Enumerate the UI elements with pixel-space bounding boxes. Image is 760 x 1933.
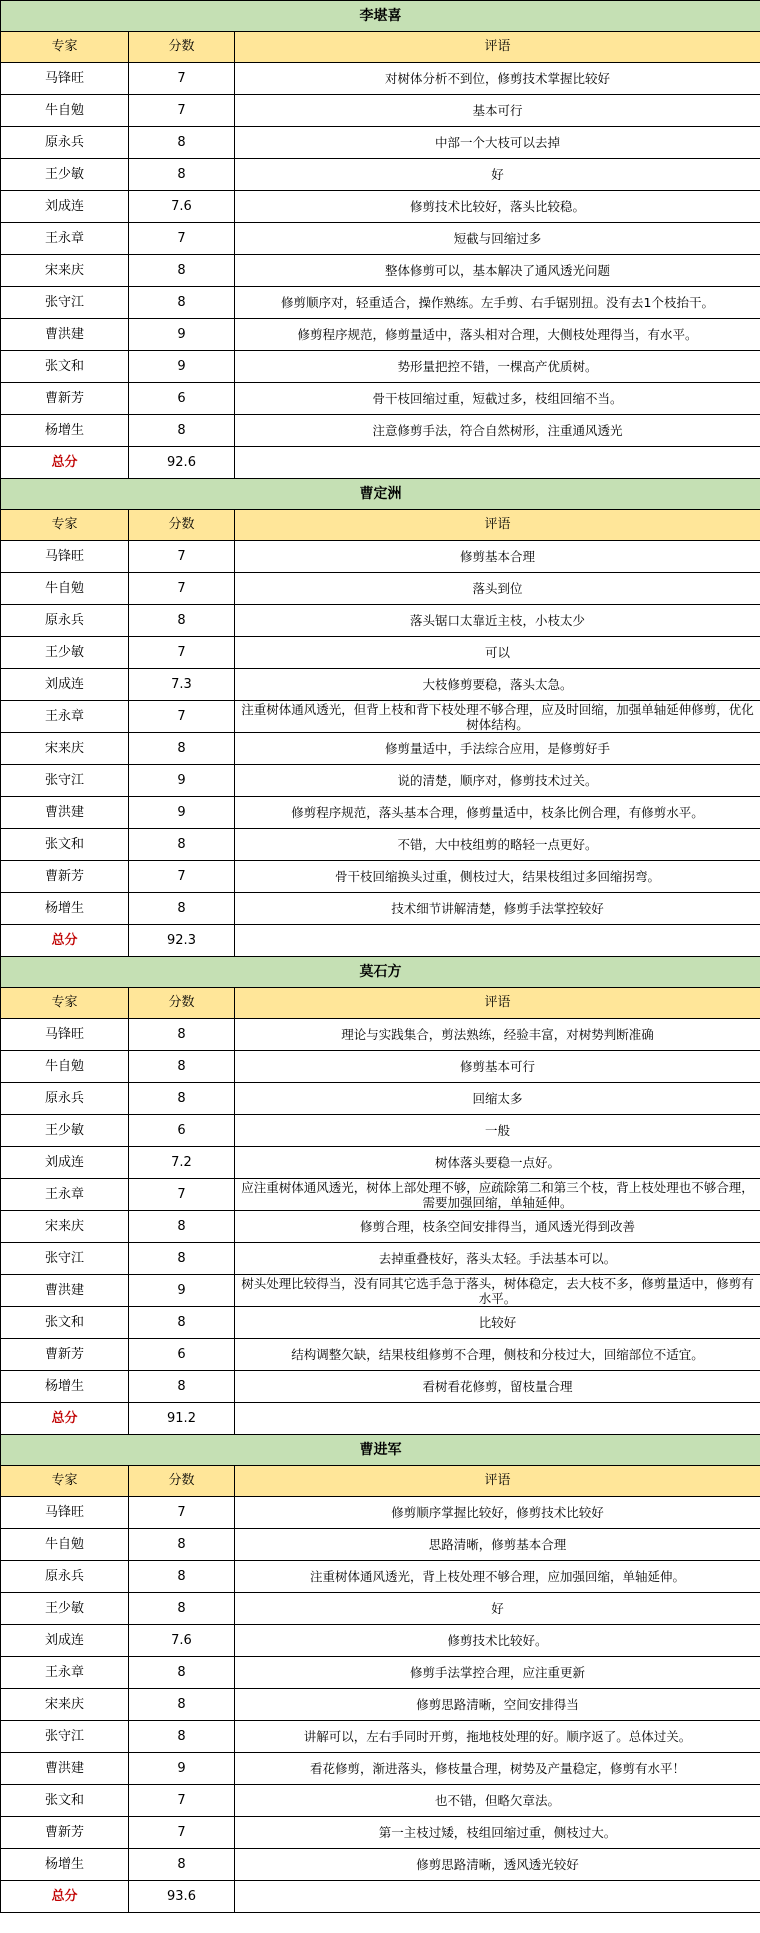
table-row <box>1 1817 760 1849</box>
score-cell: 8 <box>129 1243 235 1275</box>
comment-cell: 可以 <box>235 637 760 669</box>
expert-name: 宋来庆 <box>1 1689 129 1721</box>
score-cell: 8 <box>129 1561 235 1593</box>
header-comment: 评语 <box>235 988 760 1019</box>
comment-cell: 修剪量适中，手法综合应用，是修剪好手 <box>235 733 760 765</box>
table-row <box>1 1371 760 1403</box>
score-cell: 7 <box>129 1179 235 1211</box>
score-cell: 7 <box>129 1497 235 1529</box>
score-cell: 8 <box>129 1307 235 1339</box>
table-row <box>1 1625 760 1657</box>
score-cell: 8 <box>129 1051 235 1083</box>
table-row <box>1 159 760 191</box>
table-row <box>1 1275 760 1307</box>
score-cell: 8 <box>129 127 235 159</box>
score-cell: 9 <box>129 1753 235 1785</box>
score-cell: 7 <box>129 95 235 127</box>
table-row <box>1 1593 760 1625</box>
expert-name: 王少敏 <box>1 159 129 191</box>
expert-name: 曹洪建 <box>1 1275 129 1307</box>
table-row <box>1 1211 760 1243</box>
score-cell: 8 <box>129 1593 235 1625</box>
comment-cell: 第一主枝过矮，枝组回缩过重，侧枝过大。 <box>235 1817 760 1849</box>
table-row <box>1 223 760 255</box>
comment-cell: 好 <box>235 1593 760 1625</box>
table-row <box>1 255 760 287</box>
table-row <box>1 605 760 637</box>
comment-cell: 修剪基本可行 <box>235 1051 760 1083</box>
scoring-table-body <box>1 1 760 1913</box>
comment-cell: 好 <box>235 159 760 191</box>
expert-name: 王永章 <box>1 1657 129 1689</box>
expert-name: 王永章 <box>1 701 129 733</box>
table-row <box>1 1657 760 1689</box>
header-expert: 专家 <box>1 1466 129 1497</box>
header-row <box>1 988 760 1019</box>
total-empty-cell <box>235 1403 760 1435</box>
expert-name: 张文和 <box>1 351 129 383</box>
table-row <box>1 733 760 765</box>
header-score: 分数 <box>129 510 235 541</box>
table-row <box>1 1689 760 1721</box>
expert-name: 王少敏 <box>1 1593 129 1625</box>
comment-cell: 也不错，但略欠章法。 <box>235 1785 760 1817</box>
section-title-row <box>1 1435 760 1466</box>
total-score: 91.2 <box>129 1403 235 1435</box>
score-cell: 9 <box>129 351 235 383</box>
expert-name: 杨增生 <box>1 893 129 925</box>
header-score: 分数 <box>129 32 235 63</box>
expert-name: 张守江 <box>1 287 129 319</box>
score-cell: 7 <box>129 637 235 669</box>
comment-cell: 修剪手法掌控合理，应注重更新 <box>235 1657 760 1689</box>
table-row <box>1 1051 760 1083</box>
score-cell: 8 <box>129 255 235 287</box>
score-cell: 9 <box>129 1275 235 1307</box>
comment-cell: 树体落头要稳一点好。 <box>235 1147 760 1179</box>
header-row <box>1 1466 760 1497</box>
comment-cell: 注意修剪手法，符合自然树形，注重通风透光 <box>235 415 760 447</box>
total-label: 总分 <box>1 447 129 479</box>
total-empty-cell <box>235 1881 760 1913</box>
table-row <box>1 383 760 415</box>
score-cell: 6 <box>129 1339 235 1371</box>
expert-name: 刘成连 <box>1 191 129 223</box>
total-row <box>1 925 760 957</box>
table-row <box>1 1019 760 1051</box>
comment-cell: 说的清楚，顺序对，修剪技术过关。 <box>235 765 760 797</box>
table-row <box>1 1147 760 1179</box>
score-cell: 7.3 <box>129 669 235 701</box>
score-cell: 8 <box>129 1083 235 1115</box>
score-cell: 8 <box>129 415 235 447</box>
table-row <box>1 1529 760 1561</box>
expert-name: 宋来庆 <box>1 255 129 287</box>
expert-name: 曹洪建 <box>1 319 129 351</box>
score-cell: 8 <box>129 829 235 861</box>
total-score: 93.6 <box>129 1881 235 1913</box>
score-cell: 8 <box>129 1721 235 1753</box>
expert-name: 杨增生 <box>1 1849 129 1881</box>
expert-name: 曹新芳 <box>1 383 129 415</box>
table-row <box>1 191 760 223</box>
table-row <box>1 1849 760 1881</box>
comment-cell: 势形量把控不错，一棵高产优质树。 <box>235 351 760 383</box>
table-row <box>1 1083 760 1115</box>
score-cell: 7 <box>129 541 235 573</box>
score-cell: 7.6 <box>129 191 235 223</box>
score-cell: 8 <box>129 1689 235 1721</box>
total-empty-cell <box>235 925 760 957</box>
table-row <box>1 1561 760 1593</box>
total-score: 92.6 <box>129 447 235 479</box>
comment-cell: 讲解可以，左右手同时开剪，拖地枝处理的好。顺序返了。总体过关。 <box>235 1721 760 1753</box>
expert-name: 马锋旺 <box>1 63 129 95</box>
expert-name: 杨增生 <box>1 1371 129 1403</box>
contestant-name: 曹定洲 <box>1 479 760 510</box>
header-expert: 专家 <box>1 988 129 1019</box>
comment-cell: 对树体分析不到位，修剪技术掌握比较好 <box>235 63 760 95</box>
total-empty-cell <box>235 447 760 479</box>
expert-name: 原永兵 <box>1 127 129 159</box>
expert-name: 宋来庆 <box>1 733 129 765</box>
comment-cell: 骨干枝回缩换头过重，侧枝过大，结果枝组过多回缩拐弯。 <box>235 861 760 893</box>
table-row <box>1 1497 760 1529</box>
table-row <box>1 829 760 861</box>
total-row <box>1 447 760 479</box>
score-cell: 7.6 <box>129 1625 235 1657</box>
comment-cell: 注重树体通风透光，背上枝处理不够合理，应加强回缩，单轴延伸。 <box>235 1561 760 1593</box>
expert-name: 宋来庆 <box>1 1211 129 1243</box>
comment-cell: 修剪思路清晰，透风透光较好 <box>235 1849 760 1881</box>
comment-cell: 思路清晰，修剪基本合理 <box>235 1529 760 1561</box>
comment-cell: 骨干枝回缩过重，短截过多，枝组回缩不当。 <box>235 383 760 415</box>
comment-cell: 修剪思路清晰，空间安排得当 <box>235 1689 760 1721</box>
total-row <box>1 1403 760 1435</box>
expert-name: 王永章 <box>1 1179 129 1211</box>
comment-cell: 修剪技术比较好，落头比较稳。 <box>235 191 760 223</box>
header-expert: 专家 <box>1 510 129 541</box>
table-row <box>1 63 760 95</box>
comment-cell: 结构调整欠缺，结果枝组修剪不合理，侧枝和分枝过大，回缩部位不适宜。 <box>235 1339 760 1371</box>
section-title-row <box>1 1 760 32</box>
expert-name: 张守江 <box>1 1243 129 1275</box>
comment-cell: 中部一个大枝可以去掉 <box>235 127 760 159</box>
table-row <box>1 1307 760 1339</box>
comment-cell: 修剪基本合理 <box>235 541 760 573</box>
table-row <box>1 861 760 893</box>
comment-cell: 落头锯口太靠近主枝，小枝太少 <box>235 605 760 637</box>
comment-cell: 比较好 <box>235 1307 760 1339</box>
table-row <box>1 1115 760 1147</box>
comment-cell: 整体修剪可以，基本解决了通风透光问题 <box>235 255 760 287</box>
table-row <box>1 765 760 797</box>
score-cell: 8 <box>129 1019 235 1051</box>
expert-name: 张守江 <box>1 1721 129 1753</box>
comment-cell: 注重树体通风透光，但背上枝和背下枝处理不够合理，应及时回缩，加强单轴延伸修剪，优化树体结构。 <box>235 701 760 733</box>
comment-cell: 去掉重叠枝好，落头太轻。手法基本可以。 <box>235 1243 760 1275</box>
table-row <box>1 701 760 733</box>
header-comment: 评语 <box>235 1466 760 1497</box>
expert-name: 张文和 <box>1 1785 129 1817</box>
comment-cell: 理论与实践集合，剪法熟练，经验丰富，对树势判断准确 <box>235 1019 760 1051</box>
score-cell: 7 <box>129 223 235 255</box>
header-comment: 评语 <box>235 510 760 541</box>
table-row <box>1 893 760 925</box>
header-score: 分数 <box>129 988 235 1019</box>
total-label: 总分 <box>1 1881 129 1913</box>
score-cell: 8 <box>129 1211 235 1243</box>
score-cell: 8 <box>129 1657 235 1689</box>
header-comment: 评语 <box>235 32 760 63</box>
score-cell: 9 <box>129 765 235 797</box>
comment-cell: 修剪顺序掌握比较好，修剪技术比较好 <box>235 1497 760 1529</box>
expert-name: 曹新芳 <box>1 861 129 893</box>
comment-cell: 修剪合理，枝条空间安排得当，通风透光得到改善 <box>235 1211 760 1243</box>
score-cell: 7 <box>129 1817 235 1849</box>
table-row <box>1 127 760 159</box>
header-row <box>1 510 760 541</box>
comment-cell: 基本可行 <box>235 95 760 127</box>
expert-name: 杨增生 <box>1 415 129 447</box>
expert-name: 牛自勉 <box>1 1529 129 1561</box>
table-row <box>1 1753 760 1785</box>
expert-name: 曹洪建 <box>1 1753 129 1785</box>
score-cell: 7 <box>129 1785 235 1817</box>
section-title-row <box>1 957 760 988</box>
comment-cell: 应注重树体通风透光，树体上部处理不够，应疏除第二和第三个枝，背上枝处理也不够合理，需要加强回缩，单轴延伸。 <box>235 1179 760 1211</box>
contestant-name: 曹进军 <box>1 1435 760 1466</box>
comment-cell: 一般 <box>235 1115 760 1147</box>
score-cell: 8 <box>129 287 235 319</box>
total-row <box>1 1881 760 1913</box>
expert-name: 刘成连 <box>1 1625 129 1657</box>
comment-cell: 技术细节讲解清楚，修剪手法掌控较好 <box>235 893 760 925</box>
expert-name: 马锋旺 <box>1 1497 129 1529</box>
score-cell: 8 <box>129 159 235 191</box>
expert-name: 原永兵 <box>1 605 129 637</box>
score-cell: 8 <box>129 1529 235 1561</box>
table-row <box>1 573 760 605</box>
table-row <box>1 1179 760 1211</box>
comment-cell: 树头处理比较得当，没有同其它选手急于落头，树体稳定，去大枝不多，修剪量适中，修剪有水平。 <box>235 1275 760 1307</box>
table-row <box>1 541 760 573</box>
table-row <box>1 415 760 447</box>
comment-cell: 大枝修剪要稳，落头太急。 <box>235 669 760 701</box>
score-cell: 6 <box>129 1115 235 1147</box>
table-row <box>1 319 760 351</box>
table-row <box>1 287 760 319</box>
total-score: 92.3 <box>129 925 235 957</box>
total-label: 总分 <box>1 925 129 957</box>
score-cell: 7 <box>129 701 235 733</box>
score-cell: 8 <box>129 605 235 637</box>
score-cell: 6 <box>129 383 235 415</box>
comment-cell: 修剪顺序对，轻重适合，操作熟练。左手剪、右手锯别扭。没有去1个枝抬干。 <box>235 287 760 319</box>
table-row <box>1 1339 760 1371</box>
expert-name: 王少敏 <box>1 637 129 669</box>
expert-name: 原永兵 <box>1 1561 129 1593</box>
comment-cell: 修剪程序规范，修剪量适中，落头相对合理，大侧枝处理得当，有水平。 <box>235 319 760 351</box>
comment-cell: 修剪技术比较好。 <box>235 1625 760 1657</box>
expert-name: 马锋旺 <box>1 541 129 573</box>
score-cell: 9 <box>129 797 235 829</box>
table-row <box>1 351 760 383</box>
score-cell: 8 <box>129 1371 235 1403</box>
expert-name: 曹洪建 <box>1 797 129 829</box>
comment-cell: 修剪程序规范，落头基本合理，修剪量适中，枝条比例合理，有修剪水平。 <box>235 797 760 829</box>
comment-cell: 短截与回缩过多 <box>235 223 760 255</box>
expert-name: 牛自勉 <box>1 95 129 127</box>
expert-name: 张守江 <box>1 765 129 797</box>
table-row <box>1 1785 760 1817</box>
comment-cell: 看花修剪，渐进落头，修枝量合理，树势及产量稳定，修剪有水平！ <box>235 1753 760 1785</box>
score-cell: 7 <box>129 573 235 605</box>
header-score: 分数 <box>129 1466 235 1497</box>
expert-name: 王永章 <box>1 223 129 255</box>
comment-cell: 不错，大中枝组剪的略轻一点更好。 <box>235 829 760 861</box>
expert-name: 牛自勉 <box>1 1051 129 1083</box>
section-title-row <box>1 479 760 510</box>
table-row <box>1 637 760 669</box>
expert-name: 牛自勉 <box>1 573 129 605</box>
contestant-name: 李堪喜 <box>1 1 760 32</box>
score-cell: 8 <box>129 733 235 765</box>
expert-name: 刘成连 <box>1 1147 129 1179</box>
score-cell: 8 <box>129 1849 235 1881</box>
expert-name: 原永兵 <box>1 1083 129 1115</box>
expert-name: 曹新芳 <box>1 1339 129 1371</box>
table-row <box>1 1243 760 1275</box>
comment-cell: 看树看花修剪，留枝量合理 <box>235 1371 760 1403</box>
expert-name: 刘成连 <box>1 669 129 701</box>
total-label: 总分 <box>1 1403 129 1435</box>
comment-cell: 落头到位 <box>235 573 760 605</box>
expert-name: 马锋旺 <box>1 1019 129 1051</box>
table-row <box>1 95 760 127</box>
score-cell: 7 <box>129 861 235 893</box>
score-cell: 7 <box>129 63 235 95</box>
table-row <box>1 797 760 829</box>
comment-cell: 回缩太多 <box>235 1083 760 1115</box>
header-row <box>1 32 760 63</box>
contestant-name: 莫石方 <box>1 957 760 988</box>
expert-name: 张文和 <box>1 829 129 861</box>
header-expert: 专家 <box>1 32 129 63</box>
expert-name: 张文和 <box>1 1307 129 1339</box>
table-row <box>1 669 760 701</box>
expert-name: 曹新芳 <box>1 1817 129 1849</box>
score-cell: 7.2 <box>129 1147 235 1179</box>
score-cell: 9 <box>129 319 235 351</box>
score-cell: 8 <box>129 893 235 925</box>
table-row <box>1 1721 760 1753</box>
expert-name: 王少敏 <box>1 1115 129 1147</box>
